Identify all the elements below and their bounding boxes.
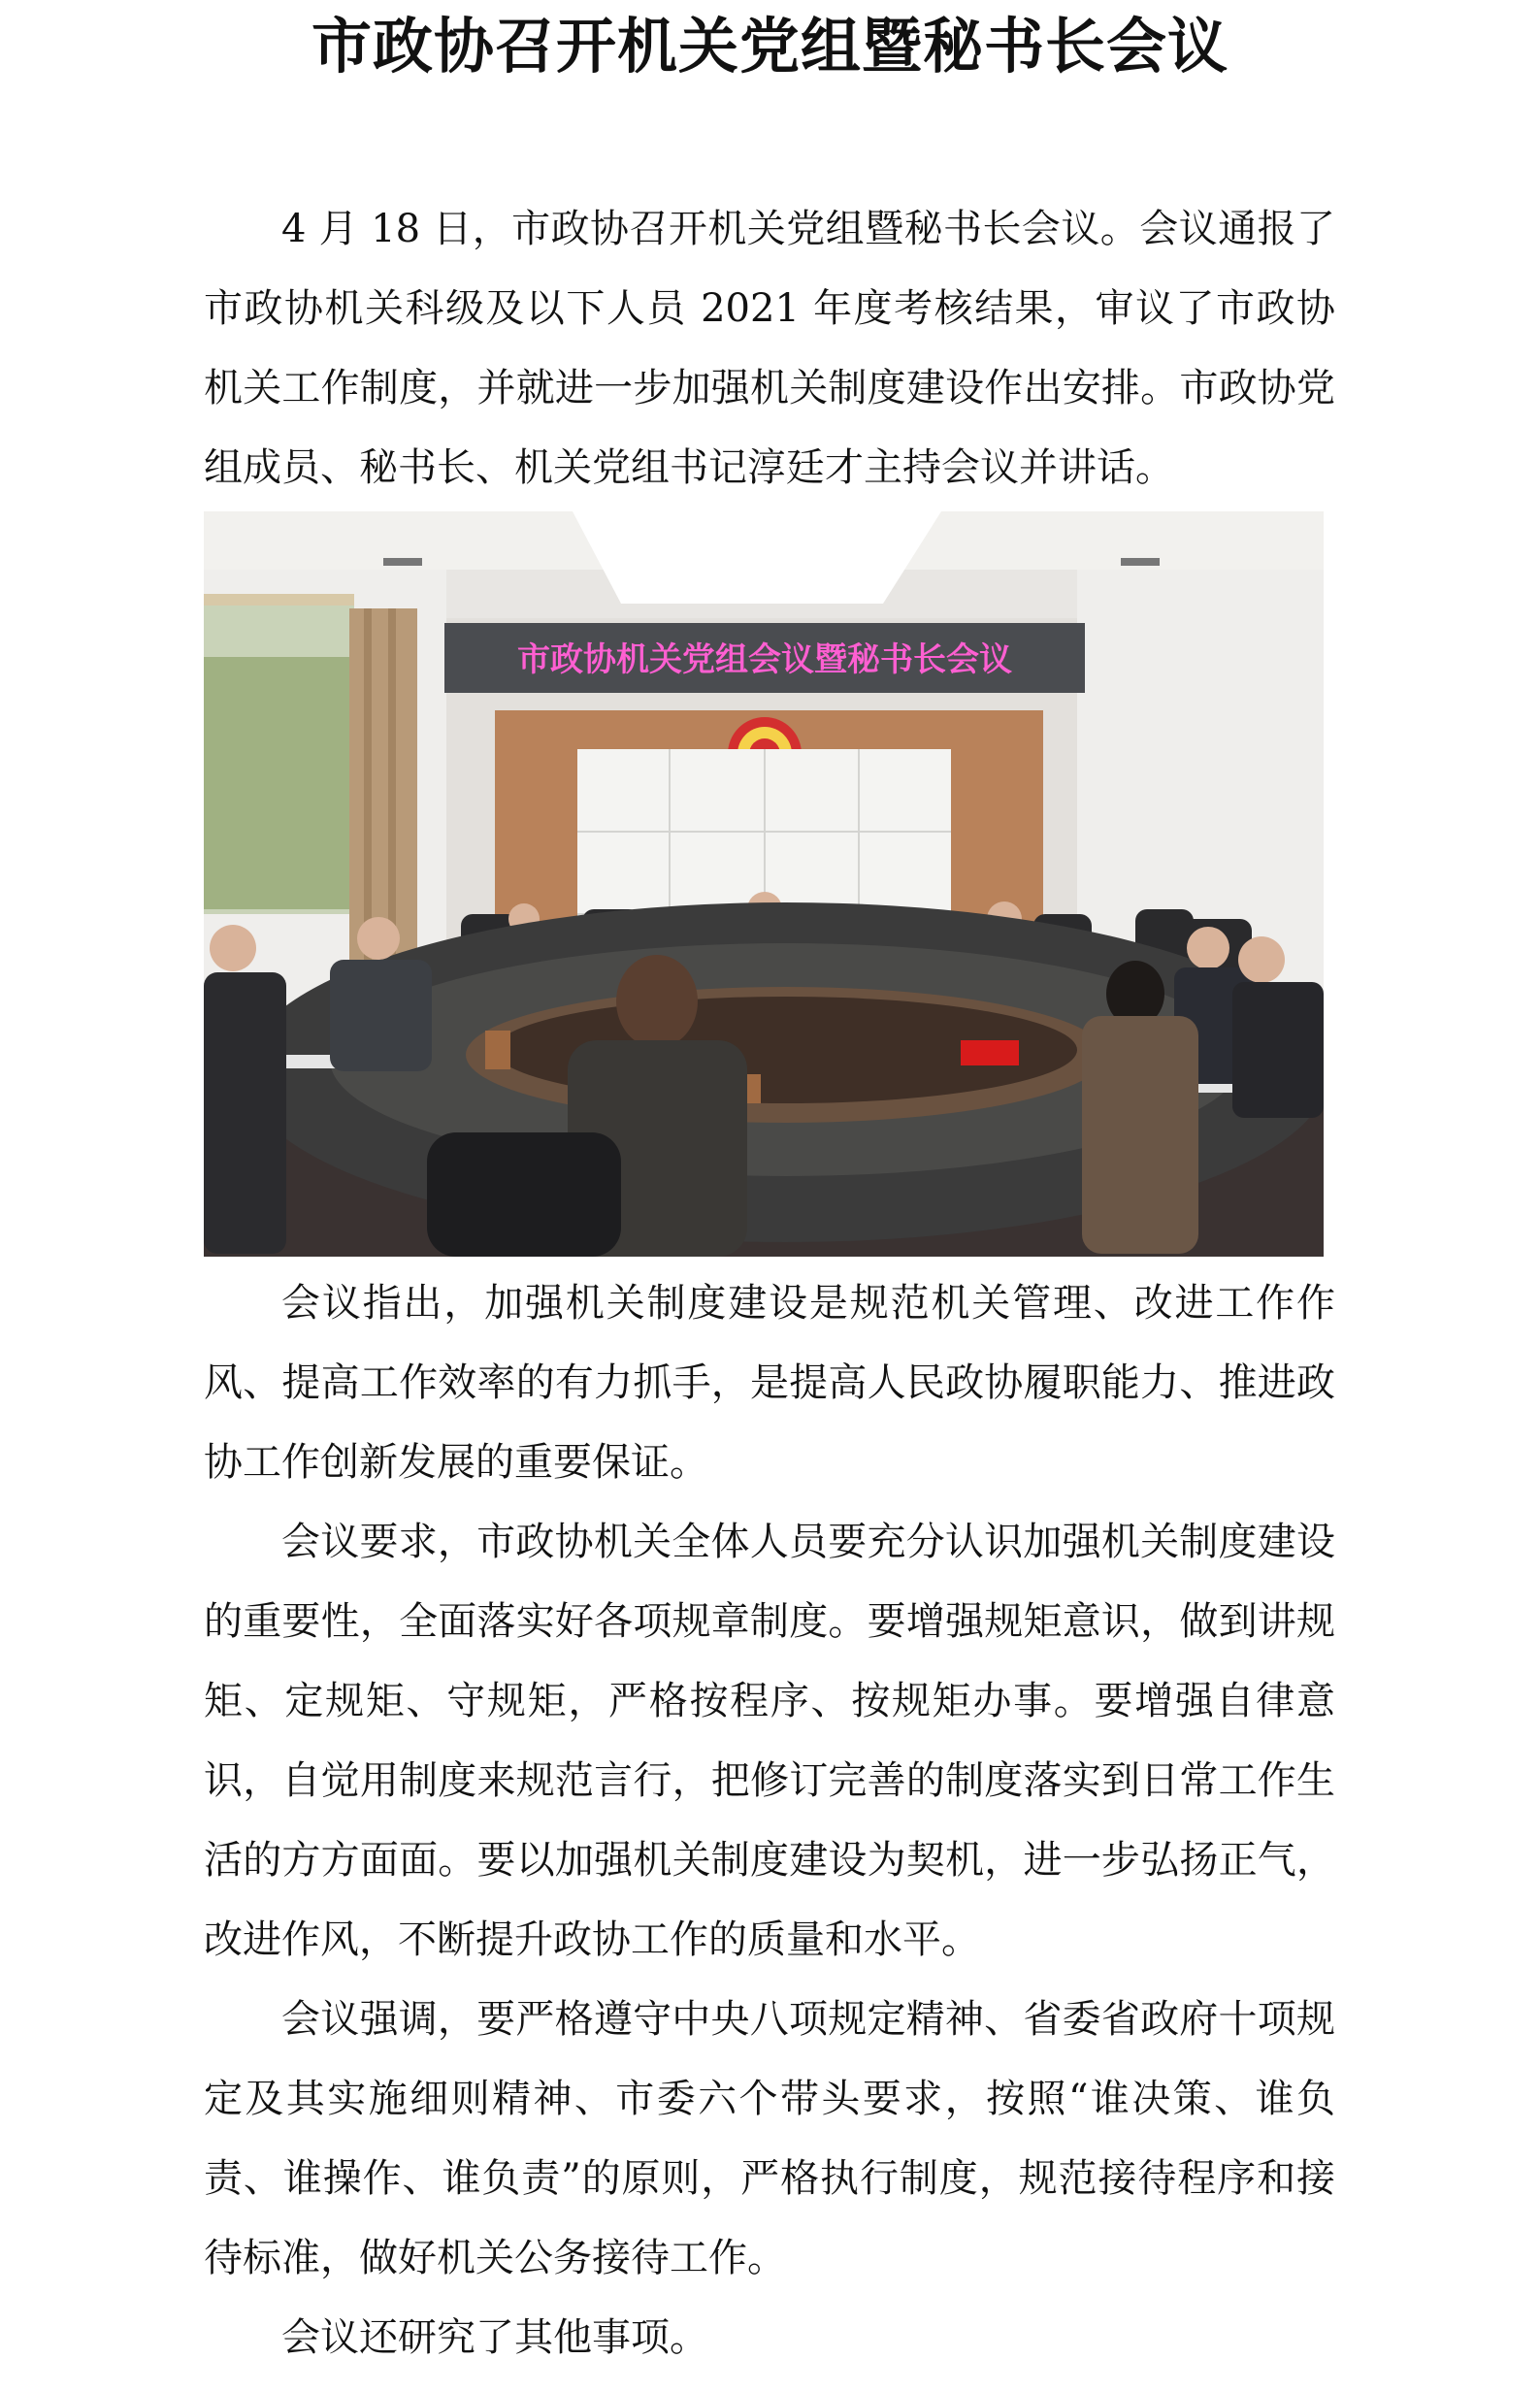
article-body-top [204,189,1335,508]
paragraph: 会议指出，加强机关制度建设是规范机关管理、改进工作作风、提高工作效率的有力抓手，是提高人民政协履职能力、推进政协工作创新发展的重要保证。 [204,1281,1335,1485]
banner-text: 市政协机关党组会议暨秘书长会议 [517,640,1012,679]
meeting-photo [204,511,1324,1257]
paragraph: 会议要求，市政协机关全体人员要充分认识加强机关制度建设的重要性，全面落实好各项规章制度。要增强规矩意识，做到讲规矩、定规矩、守规矩，严格按程序、按规矩办事。要增强自律意识，自觉用制度来规范言行，把修订完善的制度落实到日常工作生活的方方面面。要以加强机关制度建设为契机，进一步弘扬正气，改进作风，不断提升政协工作的质量和水平。 [204,1520,1335,1962]
paragraph: 会议还研究了其他事项。 [281,2315,708,2360]
paragraph: 4 月 18 日，市政协召开机关党组暨秘书长会议。会议通报了市政协机关科级及以下人员 2021 年度考核结果，审议了市政协机关工作制度，并就进一步加强机关制度建设作出安排。市政协党组成员、秘书长、机关党组书记淳廷才主持会议并讲话。 [204,207,1335,490]
article-body-bottom [204,1263,1335,2377]
paragraph: 会议强调，要严格遵守中央八项规定精神、省委省政府十项规定及其实施细则精神、市委六个带头要求，按照“谁决策、谁负责、谁操作、谁负责”的原则，严格执行制度，规范接待程序和接待标准，做好机关公务接待工作。 [204,1997,1335,2280]
article-title: 市政协召开机关党组暨秘书长会议 [311,11,1229,82]
